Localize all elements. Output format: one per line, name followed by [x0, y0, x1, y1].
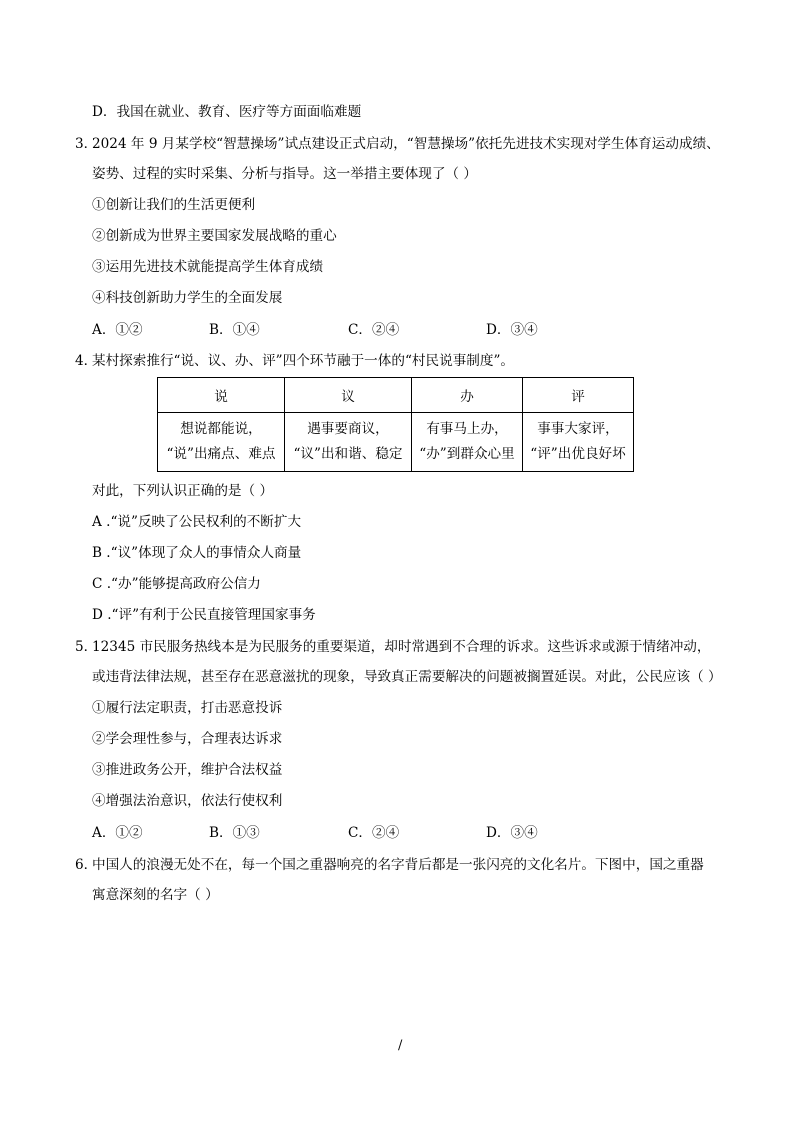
page-number-mark: /	[398, 1038, 403, 1053]
table-row	[158, 413, 634, 472]
q5-statement: ①履行法定职责，打击恶意投诉	[92, 700, 283, 716]
cell-line: “说”出痛点、难点	[166, 446, 276, 462]
q3-number: 3．	[75, 136, 98, 152]
q5-statement: ②学会理性参与，合理表达诉求	[92, 731, 283, 747]
q4-question: 对此，下列认识正确的是（ ）	[92, 483, 274, 499]
q4-number: 4．	[75, 353, 98, 369]
q4-option-c: C .“办”能够提高政府公信力	[92, 576, 261, 592]
table-header-shuo: 说	[158, 378, 285, 413]
cell-line: 想说都能说，	[180, 421, 262, 437]
cell-line: “评”出优良好坏	[530, 446, 626, 462]
table-header-ping: 评	[523, 378, 634, 413]
table-cell-ping	[523, 413, 634, 472]
cell-line: 事事大家评，	[537, 421, 619, 437]
q3-option-d: D．③④	[486, 322, 538, 338]
q3-statement: ③运用先进技术就能提高学生体育成绩	[92, 259, 324, 275]
cell-line: “议”出和谐、稳定	[293, 446, 403, 462]
q3-option-b: B．①④	[209, 322, 260, 338]
q5-number: 5．	[75, 639, 98, 655]
q5-statement: ③推进政务公开，维护合法权益	[92, 762, 283, 778]
q5-option-d: D．③④	[486, 825, 538, 841]
q3-option-c: C．②④	[348, 322, 400, 338]
q5-statement: ④增强法治意识，依法行使权利	[92, 793, 283, 809]
q6-stem-line1: 中国人的浪漫无处不在，每一个国之重器响亮的名字背后都是一张闪亮的文化名片。下图中，国之重器	[92, 857, 704, 873]
table-cell-yi	[285, 413, 412, 472]
q3-stem-line1: 2024 年 9 月某学校“智慧操场”试点建设正式启动，“智慧操场”依托先进技术实现对学生体育运动成绩、	[92, 136, 720, 152]
q3-statement: ④科技创新助力学生的全面发展	[92, 290, 283, 306]
q5-option-b: B．①③	[209, 825, 260, 841]
cell-line: 遇事要商议，	[307, 421, 389, 437]
table-header-yi: 议	[285, 378, 412, 413]
q2-option-d: D．我国在就业、教育、医疗等方面面临难题	[92, 104, 362, 120]
q4-stem: 某村探索推行“说、议、办、评”四个环节融于一体的“村民说事制度”。	[92, 353, 515, 369]
table-header-row	[158, 378, 634, 413]
q3-statement: ①创新让我们的生活更便利	[92, 197, 256, 213]
q3-statement: ②创新成为世界主要国家发展战略的重心	[92, 228, 337, 244]
table-cell-ban	[412, 413, 523, 472]
q4-option-a: A .“说”反映了公民权利的不断扩大	[92, 514, 302, 530]
q6-number: 6．	[75, 857, 98, 873]
council-system-table	[157, 377, 634, 472]
cell-line: 有事马上办，	[426, 421, 508, 437]
q6-stem-line2: 寓意深刻的名字（ ）	[92, 887, 219, 903]
q5-stem-line1: 12345 市民服务热线本是为民服务的重要渠道，却时常遇到不合理的诉求。这些诉求或源于情绪冲动，	[92, 639, 711, 655]
q3-stem-line2: 姿势、过程的实时采集、分析与指导。这一举措主要体现了（ ）	[92, 166, 477, 182]
q3-option-a: A．①②	[92, 322, 143, 338]
q4-option-b: B .“议”体现了众人的事情众人商量	[92, 545, 302, 561]
q5-option-c: C．②④	[348, 825, 400, 841]
q5-option-a: A．①②	[92, 825, 143, 841]
cell-line: “办”到群众心里	[419, 446, 515, 462]
table-header-ban: 办	[412, 378, 523, 413]
q4-option-d: D .“评”有利于公民直接管理国家事务	[92, 607, 316, 623]
table-cell-shuo	[158, 413, 285, 472]
q5-stem-line2: 或违背法律法规，甚至存在恶意滋扰的现象，导致真正需要解决的问题被搁置延误。对此，公民应该（ ）	[92, 669, 722, 685]
